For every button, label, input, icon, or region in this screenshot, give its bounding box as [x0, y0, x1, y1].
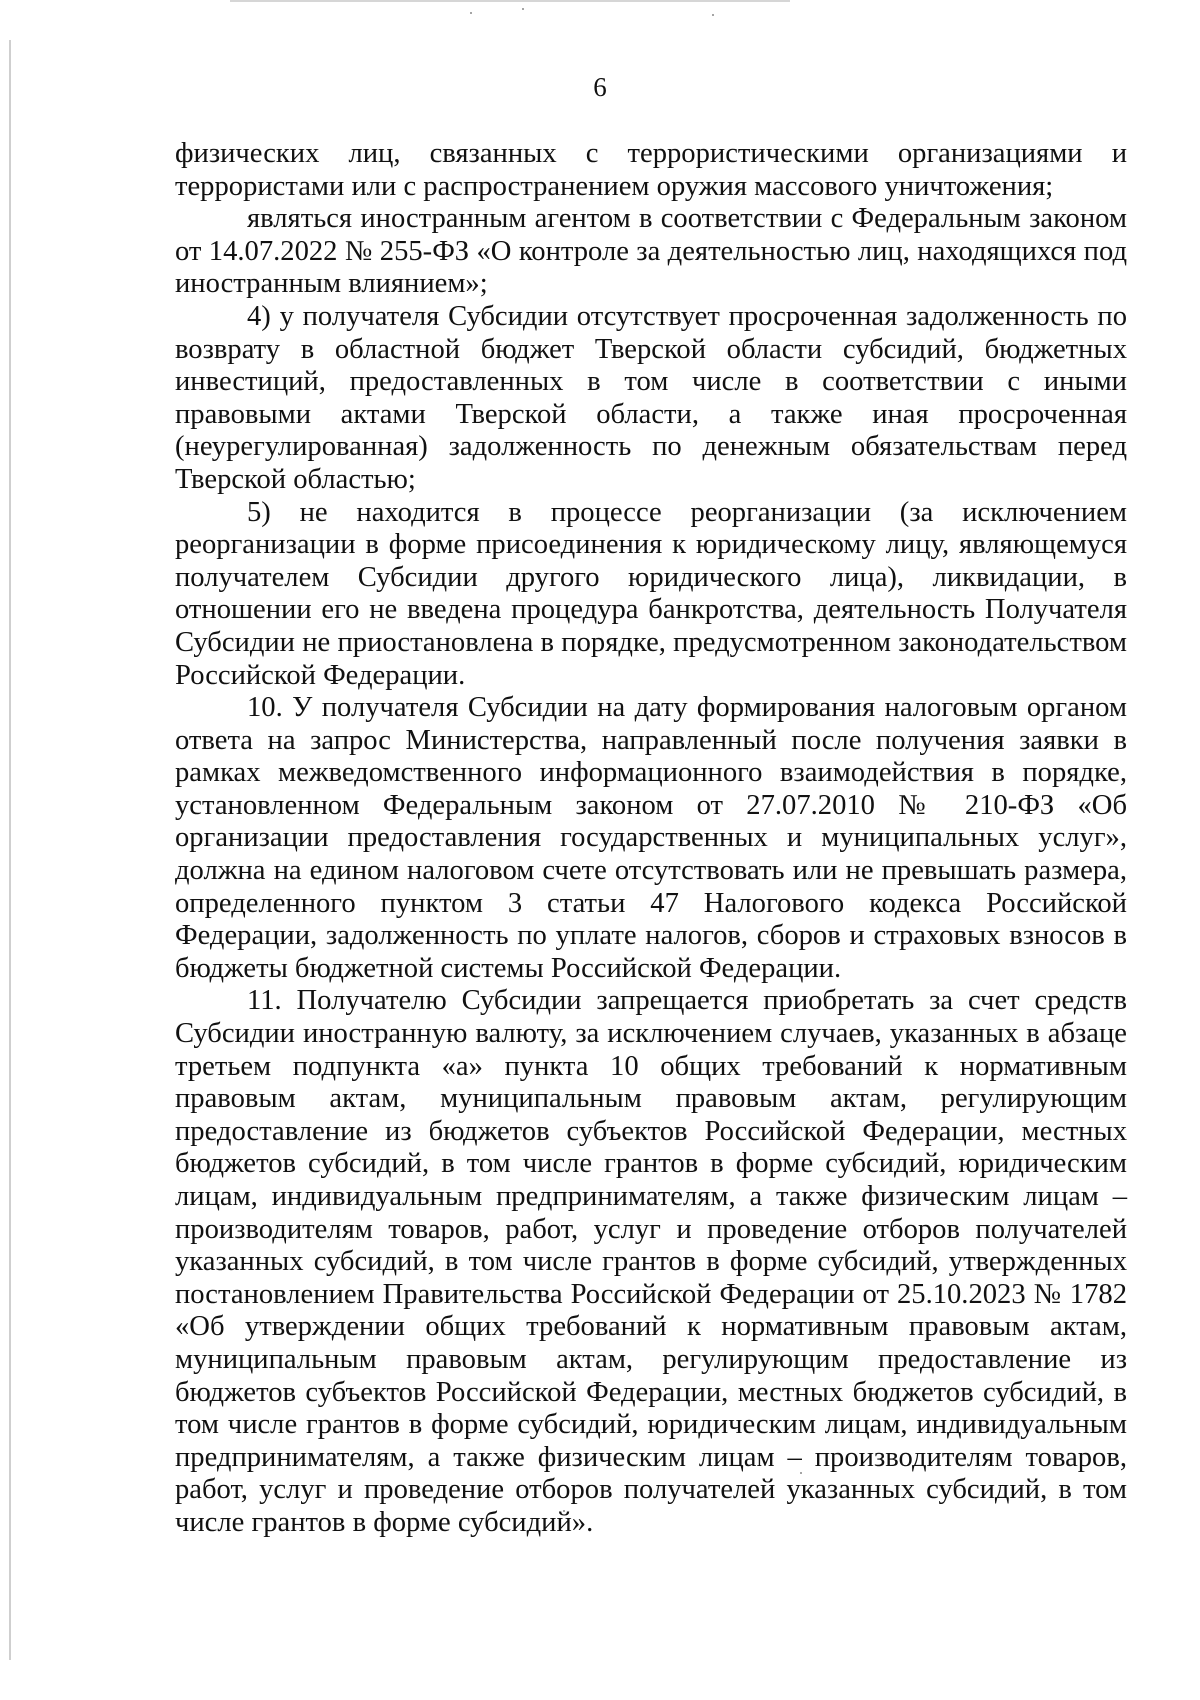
paragraph-clause-11: 11. Получателю Субсидии запрещается приобретать за счет средств Субсидии иностранную валюту, за исключением случаев, указанных в абзаце третьем подпункта «а» пункта 10 общих требований к нормативным правовым актам, муниципальным правовым актам, регулирующим предоставление из бюджетов субъектов Российской Федерации, местных бюджетов субсидий, в том числе грантов в форме субсидий, юридическим лицам, индивидуальным предпринимателям, а также физическим лицам – производителям товаров, работ, услуг и проведение отборов получателей указанных субсидий, в том числе грантов в форме субсидий, утвержденных постановлением Правительства Российской Федерации от 25.10.2023 № 1782 «Об утверждении общих требований к нормативным правовым актам, муниципальным правовым актам, регулирующим предоставление из бюджетов субъектов Российской Федерации, местных бюджетов субсидий, в том числе грантов в форме субсидий, юридическим лицам, индивидуальным предпринимателям, а также физическим лицам – производителям товаров, работ, услуг и проведение отборов получателей указанных субсидий, в том числе грантов в форме субсидий». [175, 985, 1127, 1538]
scan-speck [522, 8, 524, 10]
scan-speck [470, 12, 472, 14]
scan-edge-top [230, 0, 790, 2]
scan-edge-left [9, 40, 11, 1660]
paragraph-item-5: 5) не находится в процессе реорганизации (за исключением реорганизации в форме присоединения к юридическому лицу, являющемуся получателем Субсидии другого юридического лица), ликвидации, в отношении его не введена процедура банкротства, деятельность Получателя Субсидии не приостановлена в порядке, предусмотренном законодательством Российской Федерации. [175, 496, 1127, 691]
document-body [175, 138, 1127, 1540]
scan-speck [712, 14, 714, 16]
paragraph-foreign-agent: являться иностранным агентом в соответствии с Федеральным законом от 14.07.2022 № 255-ФЗ «О контроле за деятельностью лиц, находящихся под иностранным влиянием»; [175, 203, 1127, 300]
page-number: 6 [593, 72, 607, 102]
paragraph-continuation: физических лиц, связанных с террористическими организациями и террористами или с распространением оружия массового уничтожения; [175, 138, 1127, 202]
paragraph-clause-10: 10. У получателя Субсидии на дату формирования налоговым органом ответа на запрос Министерства, направленный после получения заявки в рамках межведомственного информационного взаимодействия в порядке, установленном Федеральным законом от 27.07.2010 № 210-ФЗ «Об организации предоставления государственных и муниципальных услуг», должна на едином налоговом счете отсутствовать или не превышать размера, определенного пунктом 3 статьи 47 Налогового кодекса Российской Федерации, задолженность по уплате налогов, сборов и страховых взносов в бюджеты бюджетной системы Российской Федерации. [175, 692, 1127, 984]
paragraph-item-4: 4) у получателя Субсидии отсутствует просроченная задолженность по возврату в областной бюджет Тверской области субсидий, бюджетных инвестиций, предоставленных в том числе в соответствии с иными правовыми актами Тверской области, а также иная просроченная (неурегулированная) задолженность по денежным обязательствам перед Тверской областью; [175, 300, 1127, 495]
